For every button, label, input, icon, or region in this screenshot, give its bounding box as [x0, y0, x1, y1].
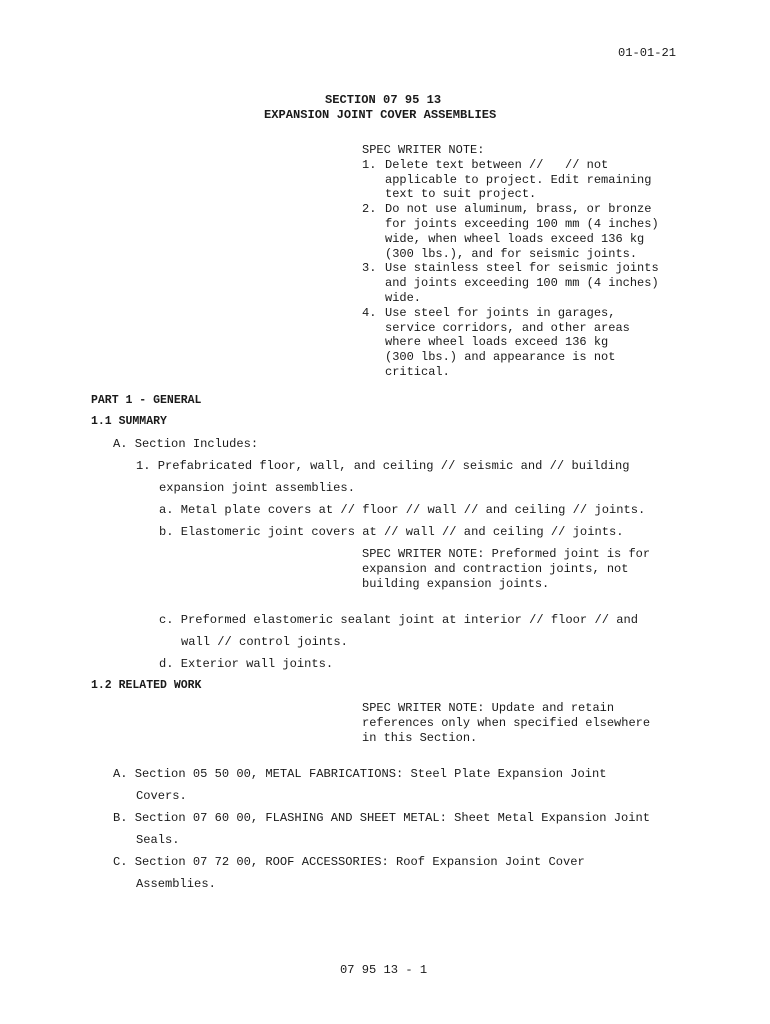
related-item-c-line1: C. Section 07 72 00, ROOF ACCESSORIES: Roof Expansion Joint Cover	[113, 855, 585, 869]
summary-item-a1b: b. Elastomeric joint covers at // wall // and ceiling // joints.	[159, 525, 624, 539]
note-item-1: 1. Delete text between // // not applicable to project. Edit remaining text to suit project.	[362, 157, 652, 202]
spec-writer-note-2: SPEC WRITER NOTE: Preformed joint is for expansion and contraction joints, not building expansion joints.	[362, 547, 651, 591]
related-item-c-line2: Assemblies.	[136, 877, 216, 891]
summary-item-a1-line2: expansion joint assemblies.	[159, 481, 355, 495]
summary-item-a1c-line1: c. Preformed elastomeric sealant joint at interior // floor // and	[159, 613, 638, 627]
summary-item-a1a: a. Metal plate covers at // floor // wall // and ceiling // joints.	[159, 503, 646, 517]
summary-item-a1c-line2: wall // control joints.	[181, 635, 348, 649]
related-item-a-line2: Covers.	[136, 789, 187, 803]
spec-writer-note-1	[362, 143, 659, 380]
spec-writer-note-3: SPEC WRITER NOTE: Update and retain references only when specified elsewhere in this Section.	[362, 701, 651, 745]
note-heading: SPEC WRITER NOTE:	[362, 143, 485, 157]
related-work-heading: 1.2 RELATED WORK	[91, 679, 202, 692]
note-item-4: 4. Use steel for joints in garages, service corridors, and other areas where wheel loads exceed 136 kg (300 lbs.) and appearance is not critical.	[362, 305, 630, 379]
section-number: SECTION 07 95 13	[325, 93, 442, 107]
summary-item-a1-line1: 1. Prefabricated floor, wall, and ceiling // seismic and // building	[136, 459, 630, 473]
related-item-a-line1: A. Section 05 50 00, METAL FABRICATIONS: Steel Plate Expansion Joint	[113, 767, 607, 781]
note-item-2: 2. Do not use aluminum, brass, or bronze for joints exceeding 100 mm (4 inches) wide, when wheel loads exceed 136 kg (300 lbs.), and for seismic joints.	[362, 202, 659, 261]
related-item-b-line1: B. Section 07 60 00, FLASHING AND SHEET METAL: Sheet Metal Expansion Joint	[113, 811, 651, 825]
summary-heading: 1.1 SUMMARY	[91, 415, 167, 428]
header-date: 01-01-21	[618, 46, 677, 60]
note-item-3: 3. Use stainless steel for seismic joints and joints exceeding 100 mm (4 inches) wide.	[362, 261, 659, 305]
part-1-heading: PART 1 - GENERAL	[91, 394, 202, 407]
summary-item-a1d: d. Exterior wall joints.	[159, 657, 334, 671]
section-title: EXPANSION JOINT COVER ASSEMBLIES	[264, 108, 497, 122]
related-item-b-line2: Seals.	[136, 833, 180, 847]
summary-item-a: A. Section Includes:	[113, 437, 259, 451]
page-footer: 07 95 13 - 1	[340, 963, 428, 977]
